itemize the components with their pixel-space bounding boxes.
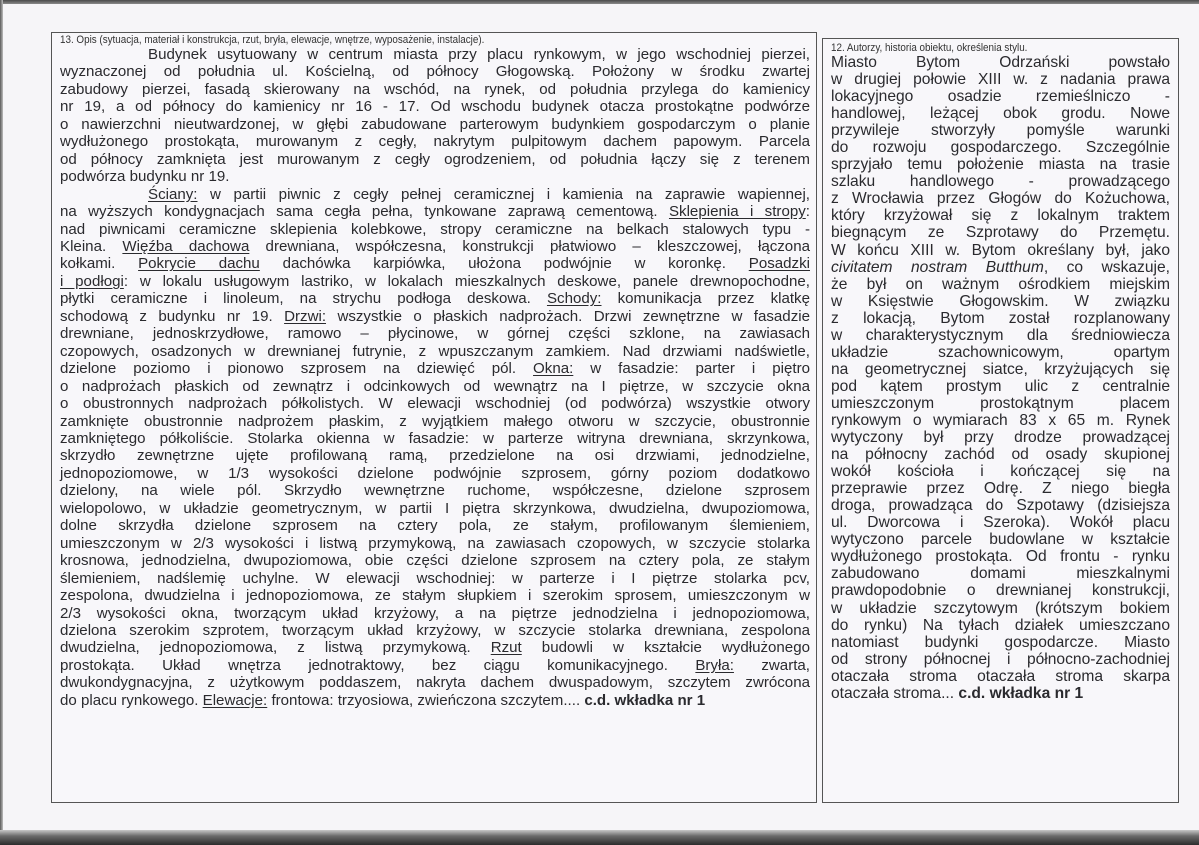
text-line: szlaku handlowego - prowadzącego (831, 173, 1170, 191)
text-line: w układzie szczytowym (krótszym bokiem (831, 599, 1170, 617)
text-line: wydłużonego prostokąta, murowanym z cegły, nakrytym pulpitowym dachem papowym. Parcela (60, 133, 810, 151)
text-line: zespolona, dwudzielna i jednopoziomowa, ze stałym słupkiem i szerokim sprosem, umieszczonym w (60, 587, 810, 605)
text-line: nad piwnicami ceramiczne sklepienia kolebkowe, stropy ceramiczne na belkach stalowych typu - (60, 220, 810, 238)
underlined-heading: Schody: (546, 290, 602, 308)
text-line: na północny zachód od osady skupionej (831, 446, 1170, 464)
text-line: w drugiej połowie XIII w. z nadania prawa (831, 71, 1170, 89)
text-line: dwudzielna, jednopoziomowa, z listwą przymykową. Rzut budowli w kształcie wydłużonego (60, 639, 810, 657)
text-line: pod kątem prostym ulic z centralnie (831, 377, 1170, 395)
text-line: zabudowano domami mieszkalnymi (831, 565, 1170, 583)
text-line: wyznaczonej od południa ul. Kościelną, od północy Głogowską. Położony w środku zwartej (60, 63, 810, 81)
text-line: podwórza budynku nr 19. (60, 168, 230, 186)
text-line: na wyższych kondygnacjach sama cegła pełna, tynkowane zaprawą cementową. Sklepienia i stropy: (60, 203, 810, 221)
description-body (60, 46, 810, 709)
continuation-note: c.d. wkładka nr 1 (958, 684, 1084, 702)
underlined-heading: Bryła: (695, 656, 734, 674)
text-line: natomiast budynki gospodarcze. Miasto (831, 633, 1170, 651)
text-line: od północy zamknięta jest murowanym z cegły ogrodzeniem, od południa łączy się z terenem (60, 150, 810, 168)
text-line: przywileje stworzyły pomyśle warunki (831, 122, 1170, 140)
italic-phrase: civitatem nostram Butthum (831, 258, 1044, 276)
text-line: nr 19, a od północy do kamienicy nr 16 - 17. Od wschodu budynek otacza prostokątne podwórze (60, 98, 810, 116)
text-line: zamknięte obustronnie nadprożem płaskim, z wyjątkiem małego otworu w szczycie, obustronnie (60, 412, 810, 430)
text-line: skrzydło zewnętrzne ujęte profilowaną ramą, przedzielone na osi drzwiami, jednodzielne, (60, 447, 810, 465)
text-line: schodową z budynku nr 19. Drzwi: wszystkie o płaskich nadprożach. Drzwi zewnętrzne w fasadzie (60, 307, 810, 325)
text-line: Kleina. Więźba dachowa drewniana, współczesna, konstrukcji płatwiowo – kleszczowej, łączona (60, 237, 810, 255)
underlined-heading: Sklepienia i stropy (668, 203, 806, 221)
text-line: dzielona szerokim szprotem, tworzącym układ krzyżowy, w szczycie stolarka drewniana, zespolona (60, 621, 810, 639)
text-line: sprzyjało temu położenie miasta na trasie (831, 156, 1170, 174)
text-line: otaczała stroma otaczała stroma skarpa (831, 667, 1170, 685)
text-line: droga, prowadząca do Szpotawy (dzisiejsza (831, 497, 1170, 515)
text-line: rynkowym o wymiarach 83 x 65 m. Rynek (831, 411, 1170, 429)
text-line: lokacyjnego osadzie rzemieślniczo - (831, 88, 1170, 106)
text-line: dolne skrzydła dzielone szprosem na cztery pola, ze stałym, profilowanym ślemieniem, (60, 517, 810, 535)
history-body (831, 54, 1170, 702)
text-line: w Księstwie Głogowskim. W związku (831, 292, 1170, 310)
text-line: o obustronnych nadprożach półkolistych. W elewacji wschodniej (od podwórza) wszystkie otwory (60, 395, 810, 413)
underlined-heading: Pokrycie dachu (138, 255, 260, 273)
text-line: prawdopodobnie o drewnianej konstrukcji, (831, 582, 1170, 600)
text-line: otaczała stroma... c.d. wkładka nr 1 (831, 684, 1084, 702)
text-line: drewniane, jednoskrzydłowe, ramowo – płycinowe, w górnej części szklone, na zawiasach (60, 325, 810, 343)
text-line: civitatem nostram Butthum, co wskazuje, (831, 258, 1170, 276)
text-line: biegnącym ze Szprotawy do Przemętu. (831, 224, 1170, 242)
text-line: czopowych, osadzonych w drewnianej futrynie, z wpuszczanym zamkiem. Nad drzwiami nadświetle, (60, 342, 810, 360)
text-line: wytyczono parcele budowlane w kształcie (831, 531, 1170, 549)
text-line: płytki ceramiczne i linoleum, na strychu podłoga deskowa. Schody: komunikacja przez klatkę (60, 290, 810, 308)
text-line: który krzyżował się z lokalnym traktem (831, 207, 1170, 225)
scan-edge-top (0, 0, 1199, 4)
text-line: o nawierzchni nieutwardzonej, w głębi zabudowane parterowym budynkiem gospodarczym o planie (60, 115, 810, 133)
underlined-heading: Elewacje: (202, 691, 268, 709)
text-line: zamkniętego półkoliście. Stolarka okienna w fasadzie: w parterze witryna drewniana, skrzynkowa, (60, 429, 810, 447)
text-line: zabudowy pierzei, fasadą skierowany na wschód, na rynek, od południa przylega do kamienicy (60, 80, 810, 98)
text-line: z lokacją, Bytom został rozplanowany (831, 309, 1170, 327)
text-line: z Wrocławia przez Głogów do Kożuchowa, (831, 190, 1170, 208)
text-line: o nadprożach płaskich od zewnątrz i odcinkowych od wewnątrz na I piętrze, w szczycie okna (60, 377, 810, 395)
description-section (51, 32, 817, 803)
text-line: Ściany: w partii piwnic z cegły pełnej ceramicznej i kamienia na zaprawie wapiennej, (148, 185, 810, 203)
text-line: do placu rynkowego. Elewacje: frontowa: trzyosiowa, zwieńczona szczytem.... c.d. wkładka nr 1 (60, 691, 706, 709)
text-line: krosnowa, jednodzielna, dwupoziomowa, obie części dzielone szprosem na cztery pola, ze stałym (60, 552, 810, 570)
underlined-heading: Ściany: (148, 185, 198, 203)
text-line: W końcu XIII w. Bytom określany był, jako (831, 241, 1170, 259)
underlined-heading: Więźba dachowa (122, 237, 250, 255)
text-line: przeprawie przez Odrę. Z niego biegła (831, 480, 1170, 498)
underlined-heading: Posadzki (748, 255, 810, 273)
text-line: umieszczonym prostokątnym placem (831, 394, 1170, 412)
underlined-heading: Rzut (490, 639, 522, 657)
text-line: wydłużonego prostokąta. Od frontu - rynku (831, 548, 1170, 566)
text-line: umieszczonym w 2/3 wysokości i listwą przymykową, na zawiasach czopowych, w szczycie stolarka (60, 534, 810, 552)
text-line: wytyczony był przy drodze prowadzącej (831, 429, 1170, 447)
scan-edge-bottom (0, 830, 1199, 845)
history-section (822, 38, 1179, 803)
text-line: kołkami. Pokrycie dachu dachówka karpiówka, ułożona podwójnie w koronkę. Posadzki (60, 255, 810, 273)
text-line: na geometrycznej siatce, krzyżujących się (831, 360, 1170, 378)
text-line: ślemieniem, nadślemię uchylne. W elewacji wschodniej: w parterze i I piętrze stolarka pcv, (60, 569, 810, 587)
scan-edge-left (0, 0, 3, 845)
text-line: dwukondygnacyjna, z użytkowym poddaszem, nakryta dachem dwuspadowym, szczytem zwrócona (60, 674, 810, 692)
text-line: prostokąta. Układ wnętrza jednotraktowy, bez ciągu komunikacyjnego. Bryła: zwarta, (60, 656, 811, 674)
text-line: w charakterystycznym dla średniowiecza (831, 326, 1170, 344)
underlined-heading: Okna: (533, 360, 574, 378)
text-line: od strony północnej i północno-zachodniej (831, 650, 1170, 668)
underlined-heading: Drzwi: (284, 307, 327, 325)
continuation-note: c.d. wkładka nr 1 (584, 691, 706, 709)
text-line: że był on ważnym ośrodkiem miejskim (831, 275, 1170, 293)
text-line: dzielone poziomo i pionowo szprosem na dziewięć pól. Okna: w fasadzie: parter i piętro (60, 360, 810, 378)
text-line: ul. Dworcowa i Szeroka). Wokół placu (831, 514, 1170, 532)
text-line: Miasto Bytom Odrzański powstało (831, 54, 1170, 71)
underlined-heading: i podłogi (60, 272, 124, 290)
text-line: dzielony, na wiele pól. Skrzydło wewnętrzne ruchome, współczesne, dzielone szprosem (60, 482, 810, 500)
text-line: i podłogi: w lokalu usługowym lastriko, w lokalach mieszkalnych deskowe, panele drewnopochodne, (60, 272, 811, 290)
text-line: do rynku) Na tyłach działek umieszczano (831, 616, 1170, 634)
text-line: do rozwoju gospodarczego. Szczególnie (831, 139, 1170, 157)
text-line: układzie szachownicowym, opartym (831, 343, 1170, 361)
text-line: wielopolowo, w układzie geometrycznym, w partii I piętra skrzynkowa, dwudzielna, dwupoziomowa, (60, 499, 810, 517)
text-line: 2/3 wysokości okna, tworzącym układ krzyżowy, a na piętrze jednodzielna i jednopoziomowa, (60, 604, 810, 622)
text-line: wokół kościoła i kończącej się na (831, 463, 1170, 481)
text-line: jednopoziomowe, w 1/3 wysokości dzielone podwójnie szprosem, górny poziom dodatkowo (60, 464, 810, 482)
description-section-label: 13. Opis (sytuacja, materiał i konstrukcja, rzut, bryła, elewacje, wnętrze, wyposażenie, instalacje). (60, 34, 485, 46)
text-line: Budynek usytuowany w centrum miasta przy placu rynkowym, w jego wschodniej pierzei, (148, 46, 810, 63)
history-section-label: 12. Autorzy, historia obiektu, określenia stylu. (831, 42, 1028, 54)
text-line: handlowej, leżącej obok grodu. Nowe (831, 105, 1170, 123)
